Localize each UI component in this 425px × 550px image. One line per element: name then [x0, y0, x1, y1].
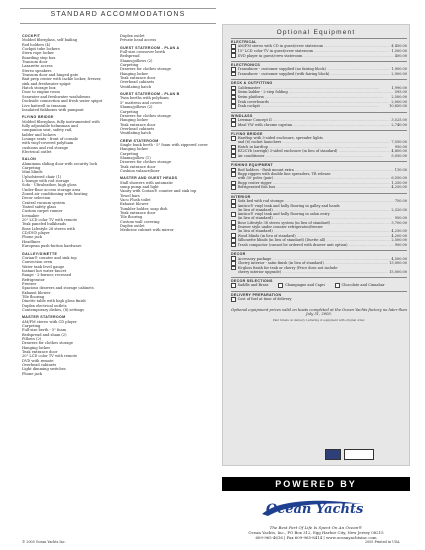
feature-item: Pillows (2): [22, 337, 42, 342]
option-label: Swim ladder - 2-step folding .....: [238, 90, 394, 94]
feature-item: Shams/pillow (1): [120, 155, 151, 160]
feature-item: 20" LCD color TV with remote: [22, 218, 78, 223]
option-section-heading: DECK & OUTFITTING: [231, 79, 407, 85]
feature-item: Teak entrance door: [120, 122, 156, 127]
feature-item: Drawers for clothes storage: [120, 160, 171, 165]
option-price: $ 450.00: [391, 44, 407, 49]
feature-item: Mini blinds: [22, 170, 43, 175]
feature-item: Phone jack: [22, 235, 42, 240]
option-price: 900.00: [394, 242, 407, 247]
option-price: 2,000.00: [391, 99, 407, 104]
option-row: [231, 168, 407, 173]
option-price: 5,050.00: [391, 153, 407, 158]
option-row: [231, 154, 407, 159]
feature-item: Freezer: [22, 281, 37, 286]
checkbox[interactable]: [231, 72, 236, 77]
option-label: Air conditioner .....: [238, 154, 391, 158]
feature-item: Shams/pillows (2): [120, 58, 153, 63]
feature-item: Drawers for clothes storage: [120, 67, 171, 72]
option-label: Transducer - customer supplied (no fairing block) .....: [238, 67, 391, 71]
feature-item: Seawater and freshwater washdowns: [22, 94, 91, 99]
feature-item: 20" LCD color TV with remote: [22, 354, 78, 359]
feature-item: Contemporary dishes, (8) settings: [22, 307, 84, 312]
nmma-logo-icon: [325, 449, 341, 460]
feature-item: CD/DVD player: [22, 231, 50, 236]
feature-item: Exhaust blower: [120, 202, 149, 207]
feature-item: Hanging locker: [120, 118, 149, 123]
checkbox[interactable]: [231, 283, 236, 288]
option-label: Drawer style under counter refrigerator/freezer: [237, 224, 323, 229]
feature-item: Convection oven: [22, 260, 53, 265]
section-heading: FLYING BRIDGE: [22, 115, 54, 120]
feature-item: Custom wall covering: [120, 219, 160, 224]
option-label: and (6) rocket launchers .....: [238, 140, 391, 144]
feature-item: Water tank level gauge: [22, 264, 65, 269]
option-label: Ideal VW with chrome capstan .....: [238, 123, 391, 127]
feature-item: Cushion valance/liner: [120, 168, 160, 173]
option-label: Refrigerated fish box .....: [238, 185, 391, 189]
feature-item: Under-floor access storage area: [22, 187, 81, 192]
feature-item: Cockpit tube lockers: [22, 47, 60, 52]
checkbox[interactable]: [231, 212, 236, 217]
feature-item: Vacu Flush toilet: [120, 198, 151, 203]
feature-item: Light dimming switches: [22, 367, 66, 372]
feature-item: Decor selection: [22, 196, 51, 201]
optional-equipment-list: [231, 38, 407, 323]
feature-item: sink and freshwater spigot: [22, 81, 71, 86]
checkbox[interactable]: [231, 53, 236, 58]
feature-item: companion seat, safety rail,: [22, 128, 73, 133]
feature-item: Shams/pillows (2): [120, 105, 153, 110]
option-price: 7,550.00: [391, 140, 407, 145]
decor-selections-row: [231, 283, 407, 288]
feature-item: Transom door: [22, 60, 48, 65]
address: Ocean Yachts, Inc., PO Box 312, Egg Harbor City, New Jersey 08215: [248, 530, 384, 535]
section-heading: SALON: [22, 157, 37, 162]
title-rule-left: [20, 23, 216, 24]
feature-item: Ventilating hatch: [120, 131, 152, 136]
option-label: (in lieu of standard) .....: [238, 208, 391, 212]
option-row: [231, 104, 407, 109]
feature-item: Tile flooring: [22, 294, 45, 299]
feature-item: Hanging locker: [120, 71, 149, 76]
feature-item: L-lounge with rod storage: [22, 179, 70, 183]
feature-item: Private head access: [120, 38, 157, 43]
option-price: 1,900.00: [391, 67, 407, 72]
option-label: Wood blinds (in lieu of standard) .....: [238, 234, 391, 238]
feature-item: Door to engine room: [22, 90, 60, 95]
option-section-heading: ELECTRICAL: [231, 38, 407, 44]
option-label: EZ2CYb (aweigh) 3-sided enclosure (in lieu of standard) .....: [238, 149, 391, 153]
certification-logo-icon: [344, 449, 374, 460]
option-price: 2,320.00: [391, 207, 407, 212]
option-price: 2,500.00: [391, 238, 407, 243]
feature-item: Full-size crossover berth: [120, 50, 166, 55]
option-row: [231, 53, 407, 58]
option-price: 4,200.00: [391, 233, 407, 238]
feature-item: Carpeting: [22, 324, 41, 328]
checkbox[interactable]: [231, 297, 236, 302]
option-section-heading: ELECTRONICS: [231, 61, 407, 67]
checkbox[interactable]: [231, 154, 236, 159]
decor-choice: Champagne and Capri: [285, 283, 325, 288]
section-heading: MASTER STATEROOM: [22, 315, 66, 320]
feature-item: Duplex outlet: [120, 224, 145, 229]
option-label: Bose Lifestyle 38 stereo system (in lieu of standard) .....: [238, 221, 391, 225]
checkbox[interactable]: [231, 104, 236, 109]
feature-item: Medicine cabinet with mirror: [120, 228, 174, 233]
option-label: (in lieu of standard) .....: [238, 216, 394, 220]
feature-item: Teak entrance door: [120, 76, 156, 81]
checkbox[interactable]: [231, 225, 236, 230]
option-price: 3,525.00: [391, 117, 407, 122]
option-price: 4,250.00: [391, 229, 407, 234]
feature-item: Hanging locker: [22, 345, 51, 350]
option-label: Accessory package .....: [238, 257, 391, 261]
feature-item: Spacious drawers and storage cabinets: [22, 286, 94, 291]
option-price: 2,500.00: [391, 94, 407, 99]
feature-item: Lounge seats - front of console: [22, 136, 79, 141]
feature-item: Overhead cabinets: [120, 126, 155, 131]
option-price: 4,250.00: [391, 185, 407, 190]
optional-equipment-panel: [222, 24, 410, 466]
feature-item: Custom carpet runner: [22, 209, 63, 214]
feature-item: 5" mattress and covers: [120, 100, 162, 105]
feature-item: Exhaust blower: [22, 290, 51, 295]
decor-choice: Chocolate and Cinnabar: [341, 283, 385, 288]
standard-accommodations-title: STANDARD ACCOMMODATIONS: [50, 11, 186, 18]
checkbox[interactable]: [231, 243, 236, 248]
feature-item: AM/FM stereo with CD player: [22, 319, 77, 324]
checkbox[interactable]: [231, 122, 236, 127]
feature-item: Bedspread: [120, 54, 140, 59]
feature-item: DVD with remote: [22, 358, 54, 363]
feature-item: Duplex electrical outlets: [22, 303, 67, 308]
option-label: Amtico® vinyl teak and holly flooring in galley and heads: [237, 203, 340, 208]
feature-item: Ventilating hatch: [120, 84, 152, 89]
option-price: 750.00: [394, 199, 407, 204]
option-price: 1,990.00: [391, 85, 407, 90]
standard-column-right: [120, 34, 216, 233]
option-label: AM/FM stereo with CD in guest/crew stateroom .....: [238, 44, 391, 48]
association-logos: [325, 449, 374, 460]
option-label: Hardtop with 3-sided enclosure, spreader lights: [237, 136, 323, 141]
option-label: Rupp center rigger .....: [238, 181, 391, 185]
section-heading: CREW STATEROOM: [120, 138, 159, 143]
feature-item: Dinette table with high gloss finish: [22, 299, 86, 304]
checkbox[interactable]: [231, 266, 236, 271]
option-price: 15,000.00: [389, 269, 407, 274]
feature-item: Molded fiberglass, self bailing: [22, 38, 78, 43]
checkbox[interactable]: [335, 283, 340, 288]
option-row: [231, 297, 407, 302]
option-section-heading: FLYING BRIDGE: [231, 130, 407, 136]
feature-item: Carpeting: [22, 165, 41, 170]
option-row: [231, 220, 407, 225]
option-price: 110.00: [394, 167, 407, 172]
feature-item: with vinyl-covered polyfoam: [22, 141, 74, 146]
feature-item: Overhead cabinets: [120, 80, 155, 85]
option-label: Hi-gloss finish for teak or cherry (Price does not include: [237, 265, 338, 270]
option-section-heading: INTERIOR: [231, 193, 407, 199]
option-label: Silhouette blinds (in lieu of standard) (Duette all) .....: [238, 238, 391, 242]
option-row: [231, 185, 407, 190]
address-block: [222, 531, 410, 540]
section-heading: GUEST STATEROOM - PLAN A: [120, 45, 180, 50]
powered-by-banner: POWERED BY: [222, 477, 410, 491]
feature-item: Live baitwell in transom: [22, 103, 67, 108]
feature-item: Tile flooring: [120, 215, 143, 220]
feature-item: Hatch storage box: [22, 86, 56, 91]
price-validity-note: Optional equipment prices valid on boats completed at the Ocean Yachts factory no later than July 31, 2005.: [231, 307, 407, 316]
feature-item: Instant hot water faucet: [22, 268, 67, 273]
feature-item: sump pump and light: [120, 185, 159, 189]
feature-item: Stern rope locker: [22, 51, 55, 56]
feature-item: Lazarette access: [22, 64, 53, 69]
feature-item: Bait prep center with tackle locker, freezer,: [22, 77, 102, 82]
option-price: 595.00: [394, 90, 407, 95]
option-price: 3,700.00: [391, 220, 407, 225]
option-section-heading: FISHING EQUIPMENT: [231, 161, 407, 167]
option-label: Sofa bed with rod storage .....: [238, 199, 394, 203]
option-label: Rod holders - flush mount extra .....: [238, 168, 394, 172]
option-section-heading: WINDLASS: [231, 112, 407, 118]
feature-item: Upholstered chair (1): [22, 174, 62, 179]
feature-item: Vanity with Corian® counter and sink top: [120, 189, 197, 194]
feature-item: fully adjustable helmsman and: [22, 123, 78, 128]
feature-item: Stereo speakers: [22, 68, 52, 73]
decor-choice: Saddle and Brass: [237, 283, 269, 288]
delivery-heading: DELIVERY PREPARATION: [231, 291, 407, 297]
option-row: [231, 212, 407, 220]
option-label: Trash compactor (cannot be ordered with drawer unit option) .....: [238, 243, 394, 247]
option-price: 400.00: [394, 53, 407, 58]
checkbox[interactable]: [231, 185, 236, 190]
section-heading: GUEST STATEROOM - PLAN B: [120, 92, 180, 97]
option-label: (in lieu of standard) .....: [238, 229, 391, 233]
checkbox[interactable]: [231, 204, 236, 209]
option-label: with 30' poles (pair) .....: [238, 176, 391, 180]
feature-item: Bose Lifestyle 28 stereo with: [22, 226, 75, 231]
option-price: 4,800.00: [391, 149, 407, 154]
feature-item: Teak paneled bulkheads: [22, 222, 66, 227]
feature-item: Teak entrance door: [22, 350, 58, 355]
ocean-yachts-logo: [258, 496, 368, 526]
feature-item: Duplex outlet: [120, 34, 145, 38]
option-label: Teak coverboards .....: [238, 100, 391, 104]
feature-item: Headliner: [22, 239, 41, 244]
option-label: Transducer - customer supplied (with fairing block) .....: [238, 72, 391, 76]
option-row: [231, 204, 407, 212]
brand-text: Ocean Yachts: [266, 502, 364, 517]
feature-item: Teak entrance door: [120, 211, 156, 216]
option-price: 1,250.00: [391, 180, 407, 185]
checkbox[interactable]: [231, 172, 236, 177]
option-row: [231, 225, 407, 233]
feature-item: Rod holders (4): [22, 42, 51, 47]
checkbox[interactable]: [231, 136, 236, 141]
feature-item: Carpeting: [120, 151, 139, 156]
feature-item: Insulated fishboxes with pumpout: [22, 107, 84, 112]
feature-item: Overhead cabinets: [22, 363, 57, 368]
feature-item: Dockside connection and fresh water spigot: [22, 99, 103, 104]
feature-item: ladder and lockers: [22, 132, 56, 137]
feature-item: European push-button hardware: [22, 244, 82, 249]
option-label: Amtico® vinyl teak and holly flooring in salon entry: [237, 211, 330, 216]
feature-item: Icemaker: [22, 213, 40, 218]
feature-item: Electrical outlet: [22, 149, 52, 154]
feature-item: Molded fiberglass, fully instrumented with: [22, 119, 100, 124]
feature-item: Twin berths with polyfoam: [120, 96, 169, 101]
feature-item: Phone jack: [22, 371, 42, 376]
section-heading: GALLEY/DINETTE: [22, 251, 58, 256]
option-label: Cablemaster .....: [238, 86, 391, 90]
option-row: [231, 199, 407, 204]
option-price: 4,500.00: [391, 256, 407, 261]
feature-item: Towel bars: [120, 193, 140, 198]
feature-item: Drawers for clothes storage: [120, 113, 171, 118]
option-section-heading: DECOR: [231, 250, 407, 256]
option-price: 2,900.00: [391, 71, 407, 76]
feature-item: Bedspread and sham (2): [22, 332, 67, 337]
option-row: [231, 243, 407, 248]
option-label: Rupp riggers with double line spreaders, TR release: [237, 172, 331, 177]
feature-item: Refrigerator: [22, 277, 45, 282]
tagline: The Best Part Of Life Is Spent On An Ocean®: [269, 525, 363, 530]
option-row: [231, 261, 407, 266]
feature-item: Teak entrance door: [120, 164, 156, 169]
option-label: Swim platform .....: [238, 95, 391, 99]
checkbox[interactable]: [278, 283, 283, 288]
feature-item: Hanging locker: [120, 147, 149, 152]
option-label: Lewmar Concept II .....: [238, 118, 391, 122]
option-row: [231, 136, 407, 144]
feature-item: Stall showers with automatic: [120, 180, 174, 185]
feature-item: Zoned air conditioning with heating: [22, 192, 88, 197]
option-label: Teak cockpit .....: [238, 104, 389, 108]
option-label: Hatch in hardtop .....: [238, 145, 394, 149]
feature-item: Central vacuum system: [22, 200, 65, 205]
option-price: 6,550.00: [391, 176, 407, 181]
standard-column-left: [22, 34, 114, 376]
ocean-yachts-logo-icon: [258, 496, 368, 522]
section-heading: COCKPIT: [22, 34, 41, 38]
feature-item: Tinted safety glass: [22, 205, 57, 210]
feature-item: Corian® counter and sink top: [22, 255, 77, 260]
feature-item: Boarding step box: [22, 55, 56, 60]
option-row: [231, 266, 407, 274]
printed-note: 2005 Printed in USA: [365, 540, 400, 544]
option-price: 950.00: [394, 216, 407, 221]
option-price: 2,740.00: [391, 122, 407, 127]
feature-item: Sofa - Ultraleather, high gloss: [22, 183, 77, 188]
feature-item: cushions and rod storage: [22, 145, 69, 150]
decor-selections-heading: DECOR SELECTIONS: [231, 277, 407, 283]
feature-item: Tumbler holder, soap dish: [120, 206, 168, 211]
option-label: Cherry interior - satin finish (in lieu of standard) .....: [238, 261, 389, 265]
option-price: 1,500.00: [391, 48, 407, 53]
feature-item: Range - 2-burner, recessed: [22, 273, 72, 278]
fine-print: Paid tickets on delivery. Lettering of equipment with original order.: [273, 318, 365, 323]
feature-item: Transom door and hinged gate: [22, 73, 79, 78]
feature-item: Aluminum sliding door with security lock: [22, 161, 98, 166]
top-rule-left: [20, 8, 216, 9]
feature-item: Carpeting: [120, 63, 139, 68]
feature-item: Single bunk berth - 5" foam with zippered cover: [120, 142, 208, 147]
option-label: cherry interior upgrade) .....: [238, 270, 389, 274]
feature-item: Full-size berth - 5" foam: [22, 328, 67, 333]
copyright: © 2005 Ocean Yachts Inc.: [22, 540, 66, 544]
option-label: Cost of fuel at time of delivery: [237, 297, 292, 302]
option-label: DVD player in guest/crew stateroom .....: [238, 54, 394, 58]
feature-item: Drawers for clothes storage: [22, 341, 73, 346]
section-heading: MASTER AND GUEST HEADS: [120, 176, 178, 181]
option-row: [231, 122, 407, 127]
optional-equipment-title: Optional Equipment: [276, 29, 356, 36]
option-price: 950.00: [394, 144, 407, 149]
option-price: 13,000.00: [389, 261, 407, 266]
option-price: 10,850.00: [389, 104, 407, 109]
option-label: 15" LCD color TV in guest/crew stateroom .....: [238, 49, 391, 53]
option-row: [231, 72, 407, 77]
contact-line: 609-965-4616 | Fax 609-965-8414 | www.oceanyachtsinc.com: [255, 534, 377, 540]
feature-item: Carpeting: [120, 109, 139, 114]
option-row: [231, 172, 407, 180]
